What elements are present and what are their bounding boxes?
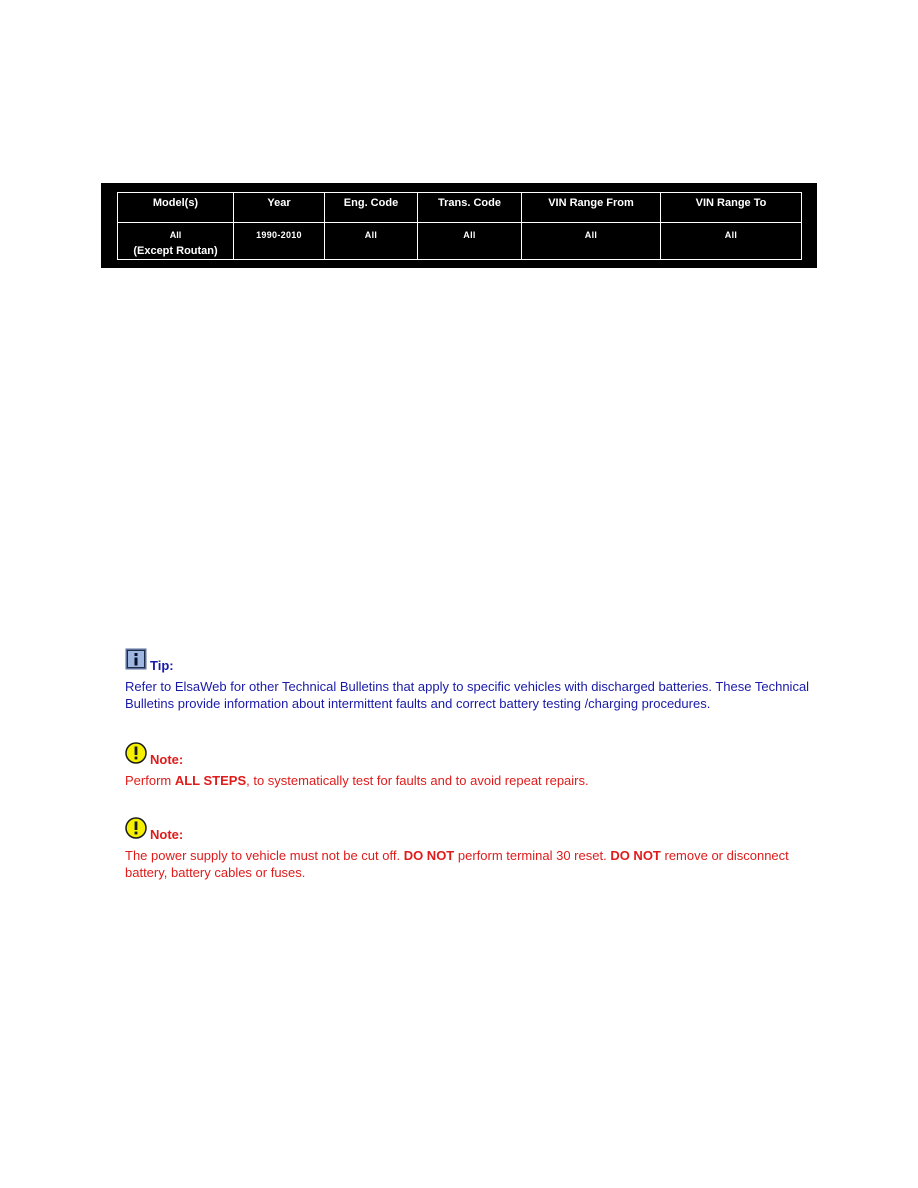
model-line-2: (Except Routan) xyxy=(133,245,218,257)
tip-block xyxy=(125,648,815,712)
note-label-2: Note: xyxy=(150,827,184,842)
tip-heading xyxy=(125,648,815,674)
cell-eng-code: All xyxy=(325,223,418,260)
header-year: Year xyxy=(234,193,325,223)
note2-text-part1: The power supply to vehicle must not be cut off. xyxy=(125,848,404,863)
exclamation-icon xyxy=(125,742,147,768)
note-text-2 xyxy=(125,847,815,881)
vehicle-applicability-table-panel xyxy=(101,183,817,268)
tip-text: Refer to ElsaWeb for other Technical Bulletins that apply to specific vehicles with discharged batteries. These Technical Bulletins provide information about intermittent faults and correct battery testing /charging procedures. xyxy=(125,679,810,711)
note2-text-part3: remove or disconnect battery, battery cables or fuses. xyxy=(125,848,789,880)
header-models: Model(s) xyxy=(118,193,234,223)
note2-text-part2: perform terminal 30 reset. xyxy=(454,848,611,863)
info-icon xyxy=(125,648,147,674)
note1-text-bold: ALL STEPS xyxy=(174,773,247,788)
exclamation-icon xyxy=(125,817,147,843)
note-heading-2 xyxy=(125,817,815,843)
note-heading-1 xyxy=(125,742,815,768)
cell-models xyxy=(118,223,234,260)
cell-vin-to: All xyxy=(661,223,802,260)
vehicle-applicability-table xyxy=(117,192,802,260)
tip-label: Tip: xyxy=(150,658,174,673)
cell-trans-code: All xyxy=(418,223,522,260)
cell-vin-from: All xyxy=(522,223,661,260)
note-label-1: Note: xyxy=(150,752,184,767)
table-header-row xyxy=(118,193,802,223)
note-block-2 xyxy=(125,817,815,881)
note-text-1 xyxy=(125,772,815,789)
header-eng-code: Eng. Code xyxy=(325,193,418,223)
model-line-1: All xyxy=(169,230,182,240)
cell-year: 1990-2010 xyxy=(234,223,325,260)
header-trans-code: Trans. Code xyxy=(418,193,522,223)
note1-text-post: , to systematically test for faults and to avoid repeat repairs. xyxy=(246,773,589,788)
table-row xyxy=(118,223,802,260)
note-block-1 xyxy=(125,742,815,789)
note2-text-bold2: DO NOT xyxy=(610,848,661,863)
note2-text-bold1: DO NOT xyxy=(403,848,455,863)
header-vin-to: VIN Range To xyxy=(661,193,802,223)
header-vin-from: VIN Range From xyxy=(522,193,661,223)
note1-text-pre: Perform xyxy=(125,773,175,788)
